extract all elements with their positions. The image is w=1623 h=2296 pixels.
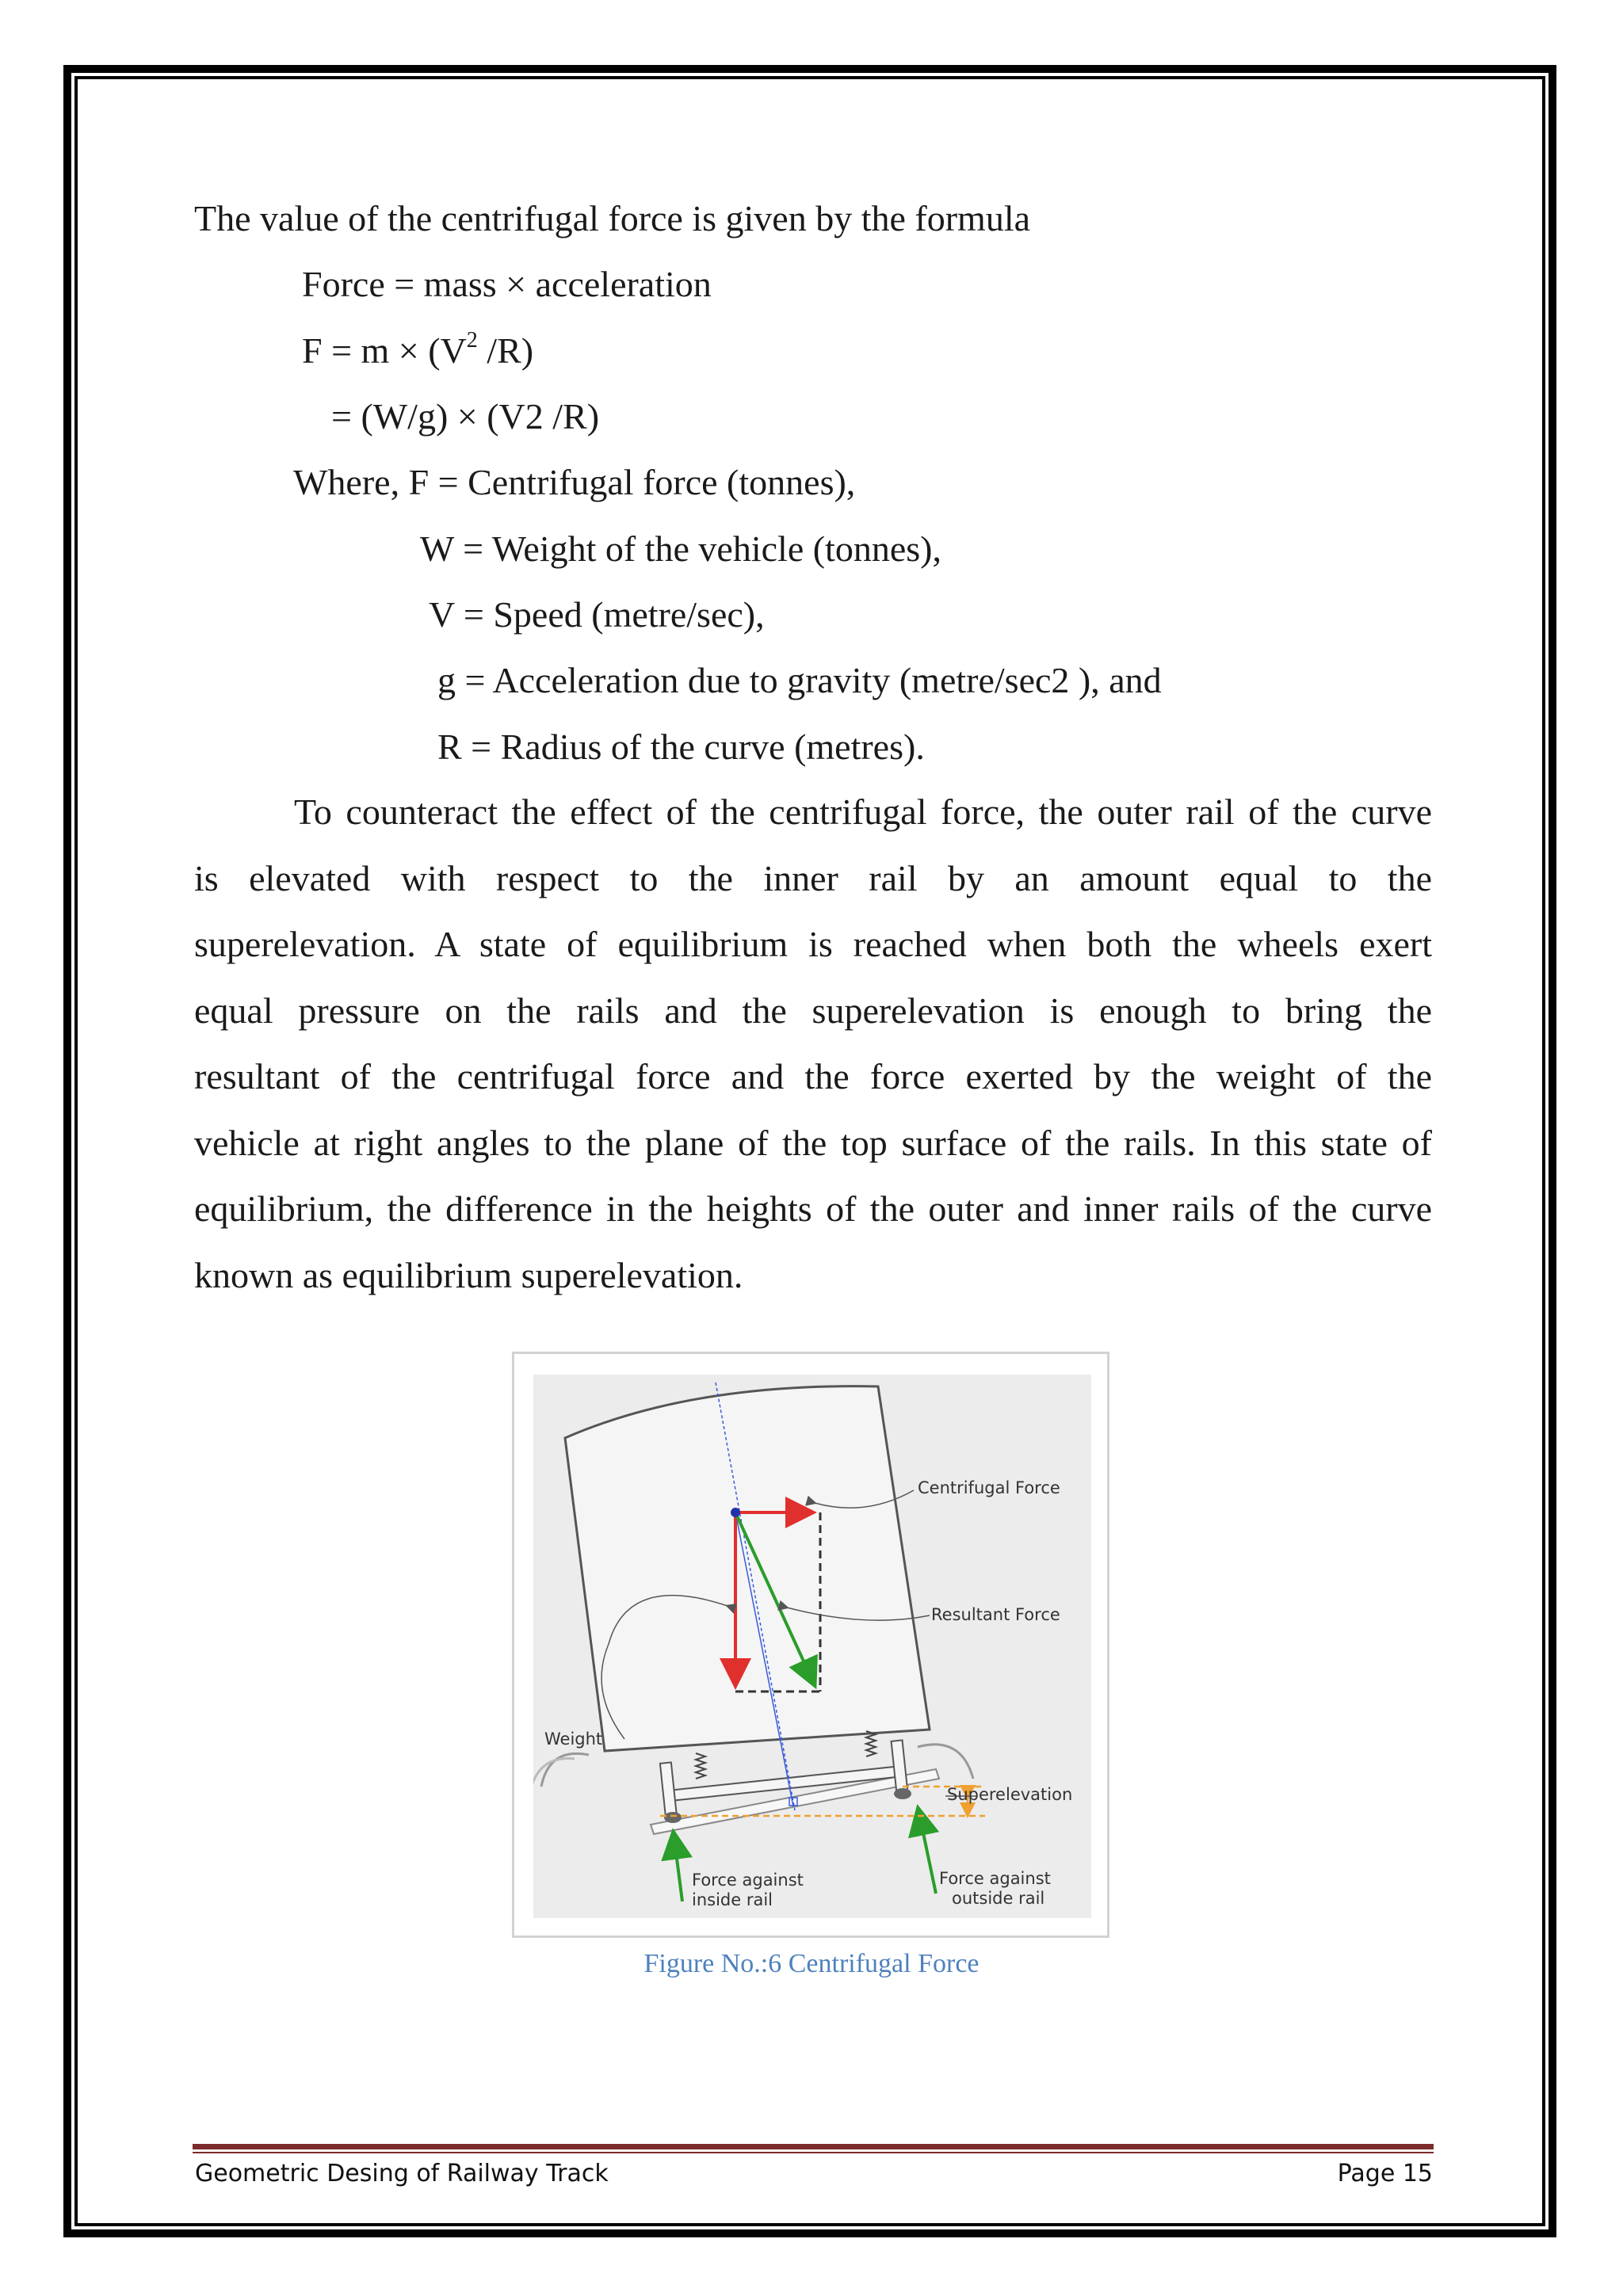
where-r: R = Radius of the curve (metres). bbox=[437, 727, 925, 767]
figure-frame bbox=[512, 1352, 1109, 1938]
formula-f-tail: /R) bbox=[477, 330, 534, 371]
formula-f-main: F = m × (V bbox=[302, 330, 467, 371]
label-superelevation: Superelevation bbox=[947, 1785, 1073, 1804]
label-weight: Weight bbox=[544, 1730, 603, 1749]
label-inside-rail-1: Force against bbox=[692, 1871, 804, 1890]
where-v: V = Speed (metre/sec), bbox=[429, 594, 765, 635]
paragraph-line: known as equilibrium superelevation. bbox=[194, 1254, 743, 1295]
formula-wg: = (W/g) × (V2 /R) bbox=[331, 396, 600, 437]
intro-sentence: The value of the centrifugal force is given by the formula bbox=[194, 198, 1031, 238]
right-wheel bbox=[894, 1788, 911, 1799]
centre-of-gravity bbox=[731, 1508, 740, 1517]
footer-page-number: Page 15 bbox=[1337, 2160, 1433, 2187]
paragraph-line: superelevation. A state of equilibrium is reached when both the wheels exert bbox=[194, 924, 1432, 964]
label-resultant-force: Resultant Force bbox=[931, 1605, 1060, 1624]
paragraph-line: To counteract the effect of the centrifugal force, the outer rail of the curve bbox=[294, 791, 1432, 832]
centrifugal-force-diagram bbox=[533, 1375, 1091, 1918]
paragraph-line: equilibrium, the difference in the heights of the outer and inner rails of the curve bbox=[194, 1188, 1432, 1229]
where-g: g = Acceleration due to gravity (metre/sec2 ), and bbox=[437, 660, 1162, 700]
label-inside-rail-2: inside rail bbox=[692, 1890, 773, 1909]
figure-caption: Figure No.:6 Centrifugal Force bbox=[643, 1949, 980, 1978]
left-wheel bbox=[664, 1812, 682, 1823]
formula-f bbox=[302, 328, 534, 371]
formula-force: Force = mass × acceleration bbox=[302, 264, 712, 304]
where-f: Where, F = Centrifugal force (tonnes), bbox=[293, 462, 856, 502]
footer-rule-thin bbox=[193, 2152, 1434, 2153]
footer-document-title: Geometric Desing of Railway Track bbox=[195, 2160, 609, 2187]
paragraph-line: vehicle at right angles to the plane of the top surface of the rails. In this state of bbox=[194, 1122, 1432, 1163]
footer-rule-thick bbox=[193, 2144, 1434, 2149]
where-w: W = Weight of the vehicle (tonnes), bbox=[420, 528, 941, 569]
label-outside-rail-1: Force against bbox=[939, 1869, 1051, 1888]
label-centrifugal-force: Centrifugal Force bbox=[918, 1478, 1060, 1497]
paragraph-line: resultant of the centrifugal force and the force exerted by the weight of the bbox=[194, 1056, 1432, 1097]
formula-f-exponent: 2 bbox=[466, 328, 478, 353]
body-paragraph bbox=[194, 779, 1432, 1308]
label-outside-rail-2: outside rail bbox=[952, 1889, 1045, 1908]
paragraph-line: equal pressure on the rails and the superelevation is enough to bring the bbox=[194, 990, 1432, 1031]
railway-car-body bbox=[565, 1386, 930, 1751]
paragraph-line: is elevated with respect to the inner rail by an amount equal to the bbox=[194, 857, 1432, 898]
